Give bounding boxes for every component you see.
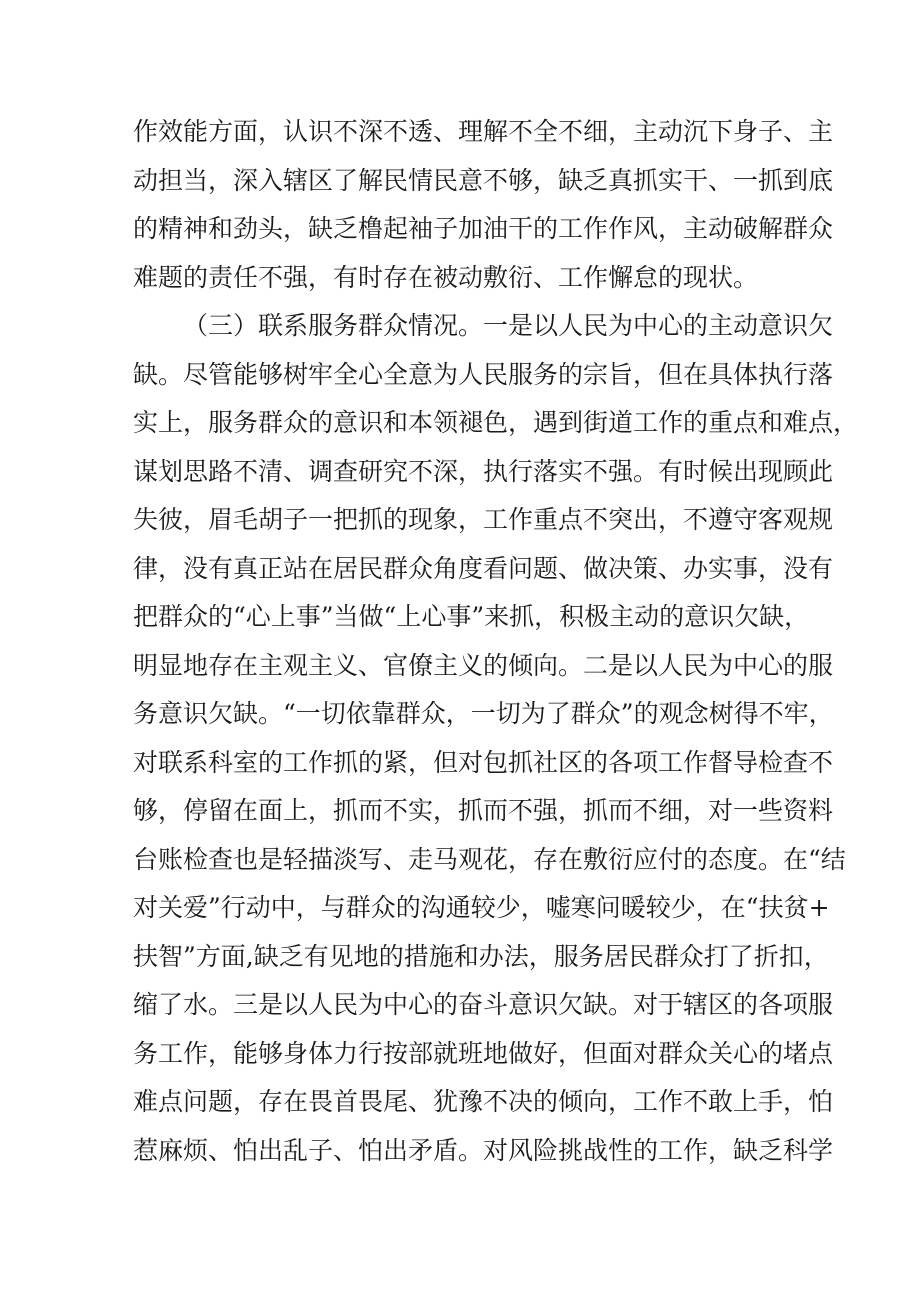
text-line: 谋划思路不清、调查研究不深，执行落实不强。有时候出现顾此 [133, 456, 834, 486]
text-line: 的精神和劲头，缺乏橹起袖子加油干的工作作风，主动破解群众 [133, 214, 834, 243]
text-line: 作效能方面，认识不深不透、理解不全不细，主动沉下身子、主 [133, 117, 834, 146]
section-heading-line: （三）联系服务群众情况。一是以人民为中心的主动意识欠 [183, 311, 834, 340]
text-line: 难题的责任不强，有时存在被动敷衍、工作懈怠的现状。 [133, 262, 759, 292]
text-line: 动担当，深入辖区了解民情民意不够，缺乏真抓实干、一抓到底 [133, 165, 834, 195]
text-line: 缺。尽管能够树牢全心全意为人民服务的宗旨，但在具体执行落 [133, 359, 834, 389]
text-line: 惹麻烦、怕出乱子、怕出矛盾。对风险挑战性的工作，缺乏科学 [133, 1135, 834, 1165]
text-line: 难点问题，存在畏首畏尾、犹豫不决的倾向，工作不敢上手，怕 [133, 1087, 834, 1116]
text-line: 扶智”方面,缺乏有见地的措施和办法，服务居民群众打了折扣， [133, 941, 829, 971]
text-line: 明显地存在主观主义、官僚主义的倾向。二是以人民为中心的服 [133, 650, 834, 680]
text-line: 缩了水。三是以人民为中心的奋斗意识欠缺。对于辖区的各项服 [133, 990, 834, 1019]
text-line: 够，停留在面上，抓而不实，抓而不强，抓而不细，对一些资料 [133, 796, 834, 825]
text-line: 台账检查也是轻描淡写、走马观花，存在敷衍应付的态度。在“结 [133, 844, 846, 874]
text-line: 对关爱”行动中，与群众的沟通较少，嘘寒问暖较少，在“扶贫+ [133, 893, 830, 922]
text-line: 务意识欠缺。“一切依靠群众，一切为了群众”的观念树得不牢， [133, 699, 834, 728]
text-line: 失彼，眉毛胡子一把抓的现象，工作重点不突出，不遵守客观规 [133, 505, 834, 534]
text-line: 对联系科室的工作抓的紧，但对包抓社区的各项工作督导检查不 [133, 747, 834, 777]
text-line: 务工作，能够身体力行按部就班地做好，但面对群众关心的堵点 [133, 1038, 834, 1068]
text-line: 律，没有真正站在居民群众角度看问题、做决策、办实事，没有 [133, 553, 834, 583]
body-text [133, 108, 859, 1175]
text-line: 实上，服务群众的意识和本领褪色，遇到街道工作的重点和难点， [133, 408, 859, 437]
text-line: 把群众的“心上事”当做“上心事”来抓，积极主动的意识欠缺， [133, 602, 810, 631]
